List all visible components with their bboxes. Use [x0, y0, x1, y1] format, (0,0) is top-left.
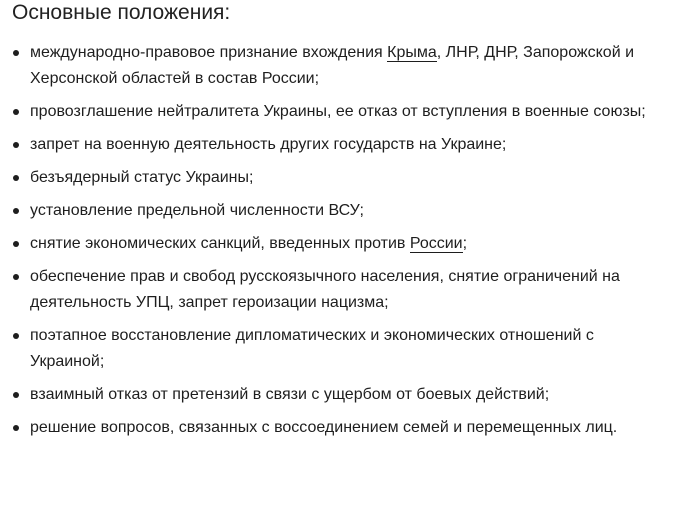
list-item — [0, 264, 660, 316]
list-item — [0, 99, 660, 125]
list-item-text-after: ; — [462, 235, 468, 252]
list-item — [0, 165, 660, 191]
list-item-text: решение вопросов, связанных с воссоединением семей и перемещенных лиц. — [30, 419, 618, 436]
russia-link[interactable]: России — [409, 235, 463, 252]
bullet-icon — [13, 333, 19, 339]
bullet-icon — [13, 208, 19, 214]
key-points-list — [0, 40, 660, 448]
bullet-icon — [13, 50, 19, 56]
list-item — [0, 40, 660, 92]
list-item-text-after: , ЛНР, ДНР, Запорожской и Херсонской областей в состав России; — [30, 44, 635, 87]
list-item-text: установление предельной численности ВСУ; — [30, 202, 364, 219]
bottom-fade — [0, 500, 699, 514]
bullet-icon — [13, 109, 19, 115]
bullet-icon — [13, 274, 19, 280]
list-item-text: поэтапное восстановление дипломатических и экономических отношений с Украиной; — [30, 327, 594, 370]
bullet-icon — [13, 392, 19, 398]
bullet-icon — [13, 425, 19, 431]
list-item — [0, 323, 660, 375]
list-item — [0, 382, 660, 408]
bullet-icon — [13, 241, 19, 247]
list-item-text-before: снятие экономических санкций, введенных против — [30, 235, 410, 252]
section-heading: Основные положения: — [12, 1, 231, 24]
crimea-link[interactable]: Крыма — [387, 44, 437, 61]
list-item-text: взаимный отказ от претензий в связи с ущербом от боевых действий; — [30, 386, 550, 403]
list-item-text-before: международно-правовое признание вхождения — [30, 44, 388, 61]
list-item-text: провозглашение нейтралитета Украины, ее отказ от вступления в военные союзы; — [30, 103, 646, 120]
list-item — [0, 231, 660, 257]
bullet-icon — [13, 142, 19, 148]
list-item-text: обеспечение прав и свобод русскоязычного населения, снятие ограничений на деятельность УПЦ, запрет героизации нацизма; — [30, 268, 620, 311]
list-item-text: безъядерный статус Украины; — [30, 169, 254, 186]
list-item — [0, 132, 660, 158]
list-item-text: запрет на военную деятельность других государств на Украине; — [30, 136, 507, 153]
list-item — [0, 415, 660, 441]
list-item — [0, 198, 660, 224]
bullet-icon — [13, 175, 19, 181]
